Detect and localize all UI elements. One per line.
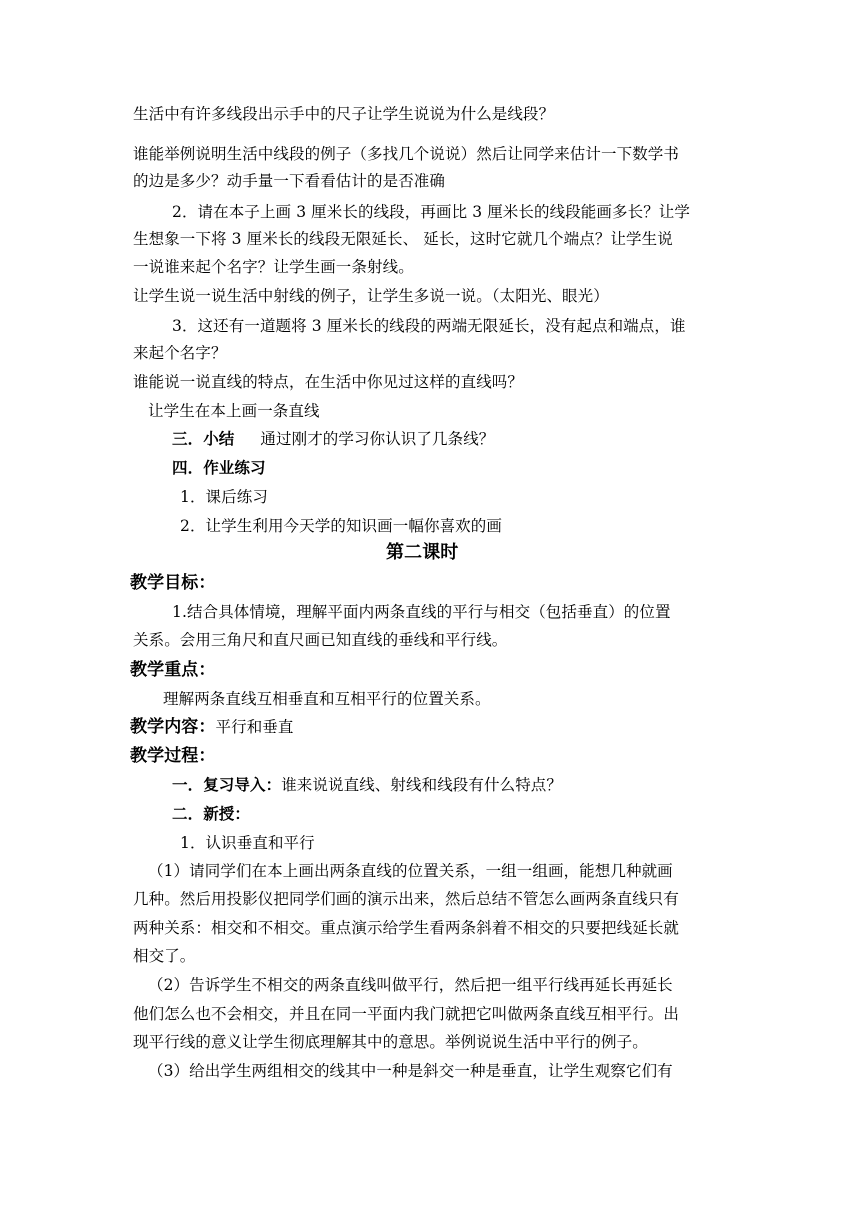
review-label: 一．复习导入： — [172, 776, 282, 794]
paragraph-line: 1.结合具体情境，理解平面内两条直线的平行与相交（包括垂直）的位置 — [172, 603, 671, 621]
paragraph-line: 谁能说一说直线的特点，在生活中你见过这样的直线吗？ — [133, 373, 524, 391]
content-text: 平行和垂直 — [215, 718, 294, 736]
section-heading-goals: 教学目标： — [130, 573, 216, 593]
section-heading-key: 教学重点： — [130, 660, 216, 680]
review-line — [172, 774, 562, 796]
paragraph-line: 他们怎么也不会相交，并且在同一平面内我门就把它叫做两条直线互相平行。出 — [133, 1005, 680, 1023]
summary-label: 三．小结 — [172, 430, 235, 448]
paragraph-line: 关系。会用三角尺和直尺画已知直线的垂线和平行线。 — [133, 631, 508, 649]
homework-item: 1．课后练习 — [180, 488, 268, 506]
paragraph-line: 的边是多少？动手量一下看看估计的是否准确 — [133, 172, 446, 190]
paragraph-line: 生活中有许多线段出示手中的尺子让学生说说为什么是线段？ — [133, 105, 555, 123]
paragraph-line: 现平行线的意义让学生彻底理解其中的意思。举例说说生活中平行的例子。 — [133, 1033, 648, 1051]
paragraph-line: 几种。然后用投影仪把同学们画的演示出来，然后总结不管怎么画两条直线只有 — [133, 890, 680, 908]
lesson-title: 第二课时 — [386, 542, 459, 563]
paragraph-line: 让学生在本上画一条直线 — [148, 402, 320, 420]
homework-heading: 四．作业练习 — [172, 459, 266, 477]
paragraph-line: 理解两条直线互相垂直和互相平行的位置关系。 — [163, 690, 491, 708]
paragraph-line: 两种关系：相交和不相交。重点演示给学生看两条斜着不相交的只要把线延长就 — [133, 919, 680, 937]
paragraph-line: 一说谁来起个名字？让学生画一条射线。 — [133, 258, 414, 276]
review-text: 谁来说说直线、射线和线段有什么特点？ — [281, 776, 563, 794]
paragraph-line: 谁能举例说明生活中线段的例子（多找几个说说）然后让同学来估计一下数学书 — [133, 145, 680, 163]
paragraph-line: （3）给出学生两组相交的线其中一种是斜交一种是垂直，让学生观察它们有 — [148, 1062, 673, 1080]
section-heading-process: 教学过程： — [130, 746, 216, 766]
paragraph-line: 3．这还有一道题将 3 厘米长的线段的两端无限延长，没有起点和端点，谁 — [172, 317, 686, 335]
homework-item: 2．让学生利用今天学的知识画一幅你喜欢的画 — [180, 517, 502, 535]
paragraph-line: 2．请在本子上画 3 厘米长的线段，再画比 3 厘米长的线段能画多长？让学 — [172, 203, 690, 221]
paragraph-line: 生想象一下将 3 厘米长的线段无限延长、 延长，这时它就几个端点？让学生说 — [133, 230, 673, 248]
paragraph-line: 来起个名字？ — [133, 344, 227, 362]
content-line — [130, 716, 294, 738]
section-heading-content: 教学内容： — [130, 717, 216, 737]
new-lesson-heading: 二．新授： — [172, 805, 251, 823]
paragraph-line: 让学生说一说生活中射线的例子，让学生多说一说。（太阳光、眼光） — [133, 287, 609, 305]
paragraph-line: （2）告诉学生不相交的两条直线叫做平行，然后把一组平行线再延长再延长 — [148, 976, 673, 994]
paragraph-line: （1）请同学们在本上画出两条直线的位置关系，一组一组画，能想几种就画 — [148, 862, 673, 880]
summary-text: 通过刚才的学习你认识了几条线？ — [260, 430, 495, 448]
item-heading: 1．认识垂直和平行 — [180, 834, 315, 852]
summary-line — [172, 428, 494, 450]
paragraph-line: 相交了。 — [133, 947, 196, 965]
